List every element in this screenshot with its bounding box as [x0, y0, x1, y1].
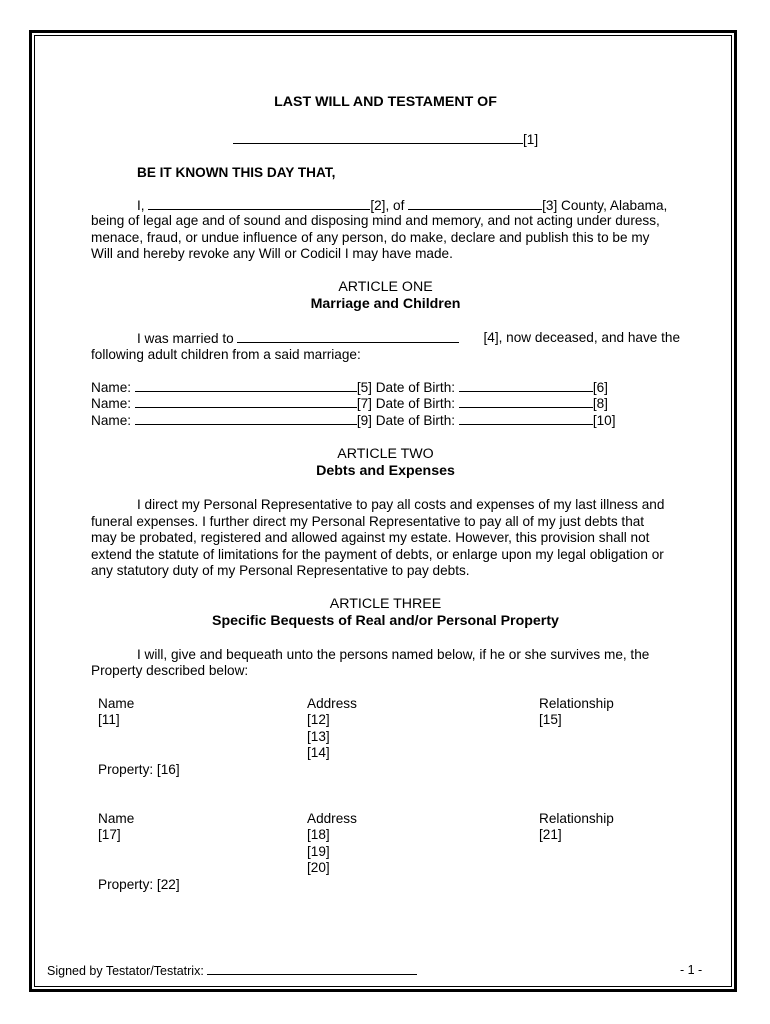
child-ref: [5] Date of Birth: — [356, 380, 456, 395]
debts-line: I direct my Personal Representative to pay all costs and expenses of my last illness and — [137, 497, 665, 512]
married-suffix: [4], now deceased, and have the — [483, 330, 680, 345]
married-line — [137, 330, 680, 348]
document-title: LAST WILL AND TESTAMENT OF — [274, 94, 497, 110]
article-one-heading: ARTICLE ONE — [338, 279, 433, 295]
spouse-blank-4[interactable] — [237, 330, 459, 343]
child-name-blank[interactable] — [135, 395, 357, 408]
debts-line: funeral expenses. I further direct my Personal Representative to pay all of my just debts that — [91, 514, 645, 529]
page-number: - 1 - — [680, 963, 703, 977]
ref-1: [1] — [523, 132, 539, 147]
address-ref: [12] — [307, 712, 330, 727]
child-name-blank[interactable] — [135, 412, 357, 425]
intro-line-3: menace, fraud, or undue influence of any person, do make, declare and publish this to be my — [91, 230, 650, 245]
address-ref: [19] — [307, 844, 330, 859]
signature-blank[interactable] — [207, 963, 417, 975]
intro-line-2: being of legal age and of sound and disposing mind and memory, and not acting under duress, — [91, 213, 660, 228]
article-three-subheading: Specific Bequests of Real and/or Personal Property — [212, 613, 559, 629]
dob-ref: [6] — [592, 380, 608, 395]
name-header: Name — [98, 696, 135, 711]
address-ref: [13] — [307, 729, 330, 744]
bequest-intro-line-2: Property described below: — [91, 663, 249, 678]
child-ref: [7] Date of Birth: — [356, 396, 456, 411]
child-label: Name: — [91, 380, 132, 395]
article-two-subheading: Debts and Expenses — [316, 463, 455, 479]
intro-i: I, — [137, 198, 145, 213]
article-one-subheading: Marriage and Children — [310, 296, 461, 312]
child-ref: [9] Date of Birth: — [356, 413, 456, 428]
child-dob-blank[interactable] — [459, 412, 593, 425]
be-it-known: BE IT KNOWN THIS DAY THAT, — [137, 165, 336, 180]
testator-name-blank[interactable] — [233, 131, 523, 144]
child-row — [91, 395, 608, 413]
child-label: Name: — [91, 396, 132, 411]
child-name-blank[interactable] — [135, 379, 357, 392]
relationship-header: Relationship — [539, 811, 614, 826]
ref-3: [3] County, Alabama, — [542, 198, 668, 213]
intro-line-4: Will and hereby revoke any Will or Codicil I may have made. — [91, 246, 453, 261]
document-page — [91, 0, 680, 1024]
name-ref: [17] — [98, 827, 121, 842]
address-ref: [18] — [307, 827, 330, 842]
article-three-heading: ARTICLE THREE — [329, 596, 442, 612]
dob-ref: [10] — [592, 413, 616, 428]
dob-ref: [8] — [592, 396, 608, 411]
debts-line: any statutory duty of my Personal Representative to pay debts. — [91, 563, 470, 578]
address-header: Address — [307, 696, 357, 711]
child-row — [91, 412, 616, 430]
relationship-ref: [15] — [539, 712, 562, 727]
ref-2: [2], of — [370, 198, 405, 213]
property-ref: Property: [22] — [98, 877, 180, 892]
relationship-ref: [21] — [539, 827, 562, 842]
child-dob-blank[interactable] — [459, 395, 593, 408]
county-blank-3[interactable] — [408, 197, 542, 210]
property-ref: Property: [16] — [98, 762, 180, 777]
child-dob-blank[interactable] — [459, 379, 593, 392]
name-ref: [11] — [98, 712, 120, 727]
debts-line: extend the statute of limitations for the payment of debts, or enlarge upon my legal obligation or — [91, 547, 664, 562]
relationship-header: Relationship — [539, 696, 614, 711]
children-intro: following adult children from a said marriage: — [91, 347, 361, 362]
debts-line: may be probated, registered and allowed against my estate. However, this provision shall not — [91, 530, 650, 545]
testator-name-line — [233, 131, 538, 149]
signature-line — [47, 963, 417, 978]
bequest-intro-line-1: I will, give and bequeath unto the persons named below, if he or she survives me, the — [137, 647, 650, 662]
name-header: Name — [98, 811, 135, 826]
married-prefix: I was married to — [137, 331, 234, 346]
intro-line-1 — [137, 197, 667, 215]
address-ref: [20] — [307, 860, 330, 875]
article-two-heading: ARTICLE TWO — [337, 446, 434, 462]
testator-blank-2[interactable] — [148, 197, 370, 210]
child-row — [91, 379, 608, 397]
child-label: Name: — [91, 413, 132, 428]
address-ref: [14] — [307, 745, 330, 760]
signed-label: Signed by Testator/Testatrix: — [47, 964, 204, 978]
address-header: Address — [307, 811, 357, 826]
